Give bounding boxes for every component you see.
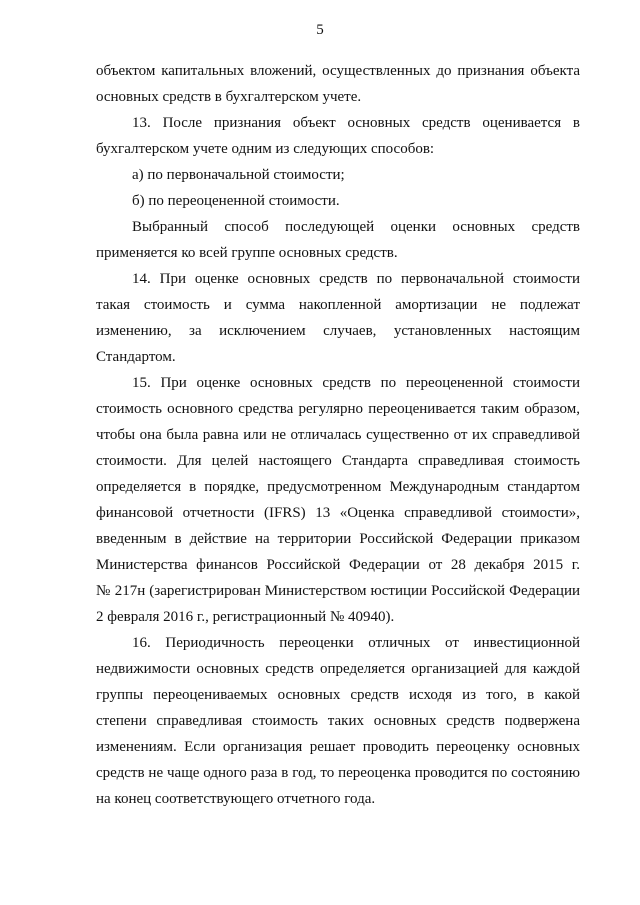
text-line: недвижимости основных средств определяется организацией для каждой [96, 661, 580, 677]
text-line: основных средств в бухгалтерском учете. [96, 89, 362, 105]
text-line: 2 февраля 2016 г., регистрационный № 40940). [96, 609, 395, 625]
text-line: финансовой отчетности (IFRS) 13 «Оценка справедливой стоимости», [96, 505, 580, 521]
text-line: чтобы она была равна или не отличалась существенно от их справедливой [96, 427, 580, 443]
paragraph-16-start: 16. Периодичность переоценки отличных от инвестиционной [132, 635, 580, 651]
text-line: применяется ко всей группе основных средств. [96, 245, 398, 261]
paragraph-15-start: 15. При оценке основных средств по переоцененной стоимости [132, 375, 580, 391]
text-line: Стандартом. [96, 349, 176, 365]
paragraph-14-start: 14. При оценке основных средств по первоначальной стоимости [132, 271, 580, 287]
text-line: средств не чаще одного раза в год, то переоценка проводится по состоянию [96, 765, 580, 781]
text-line: степени справедливая стоимость таких основных средств подвержена [96, 713, 580, 729]
paragraph-13-start: 13. После признания объект основных средств оценивается в [132, 115, 580, 131]
text-line: № 217н (зарегистрирован Министерством юстиции Российской Федерации [96, 583, 580, 599]
text-line: группы переоцениваемых основных средств исходя из того, в какой [96, 687, 580, 703]
page-number: 5 [316, 22, 324, 38]
text-line: бухгалтерском учете одним из следующих способов: [96, 141, 435, 157]
text-line: определяется в порядке, предусмотренном Международным стандартом [96, 479, 580, 495]
text-line: Выбранный способ последующей оценки основных средств [132, 219, 580, 235]
text-line: Министерства финансов Российской Федерации от 28 декабря 2015 г. [96, 557, 580, 573]
list-item-a: а) по первоначальной стоимости; [132, 167, 345, 183]
text-line: стоимости. Для целей настоящего Стандарта справедливая стоимость [96, 453, 580, 469]
text-line: на конец соответствующего отчетного года. [96, 791, 376, 807]
text-line: такая стоимость и сумма накопленной амортизации не подлежат [96, 297, 580, 313]
text-line: объектом капитальных вложений, осуществленных до признания объекта [96, 63, 580, 79]
text-line: изменениям. Если организация решает проводить переоценку основных [96, 739, 580, 755]
list-item-b: б) по переоцененной стоимости. [132, 193, 340, 209]
text-line: изменению, за исключением случаев, установленных настоящим [96, 323, 580, 339]
text-line: стоимость основного средства регулярно переоценивается таким образом, [96, 401, 580, 417]
text-line: введенным в действие на территории Российской Федерации приказом [96, 531, 580, 547]
